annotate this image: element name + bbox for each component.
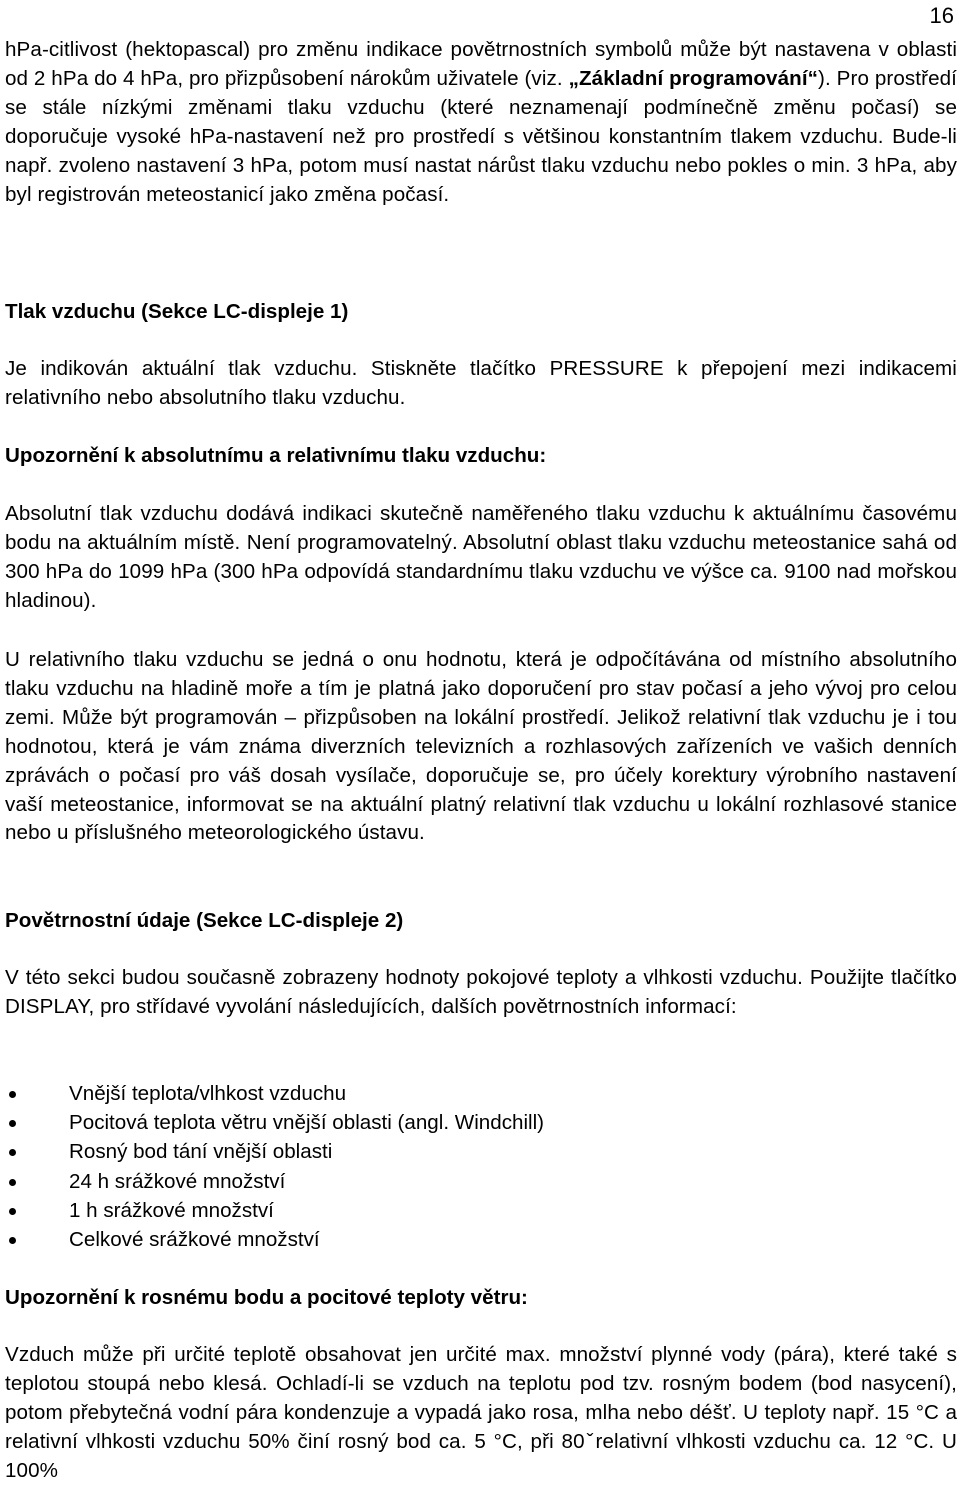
list-item: Vnější teplota/vlhkost vzduchu [5,1079,544,1108]
section-heading-air-pressure: Tlak vzduchu (Sekce LC-displeje 1) [5,300,349,323]
bullet-icon [9,1120,16,1127]
paragraph-absolute-pressure: Absolutní tlak vzduchu dodává indikaci skutečně naměřeného tlaku vzduchu k aktuálnímu časovému bodu na aktuálním místě. Není programovatelný. Absolutní oblast tlaku vzduchu meteostanice sahá od 300 hPa do 1099 hPa (300 hPa odpovídá standardnímu tlaku vzduchu ve výšce ca. 9100 nad mořskou hladinou). [5,502,957,612]
reference-basic-programming: „Základní programování“ [568,66,819,90]
paragraph-dewpoint: Vzduch může při určité teplotě obsahovat jen určité max. množství plynné vody (pára), které také s teplotou stoupá nebo klesá. Ochladí-li se vzduch na teplotu pod tzv. rosným bodem (bod nasycení), potom přebytečná vodní pára kondenzuje a vypadá jako rosa, mlha nebo déšť. U teploty např. 15 °C a relativní vlhkosti vzduchu 50% činí rosný bod ca. 5 °C, při 80ˇrelativní vlhkosti vzduchu ca. 12 °C. U 100% [5,1343,957,1482]
paragraph-air-pressure: Je indikován aktuální tlak vzduchu. Stiskněte tlačítko PRESSURE k přepojení mezi indikacemi relativního nebo absolutního tlaku vzduchu. [5,357,957,409]
section-heading-dewpoint-note: Upozornění k rosnému bodu a pocitové teploty větru: [5,1286,528,1309]
page-number: 16 [929,3,954,28]
list-item: Celkové srážkové množství [5,1225,544,1254]
bullet-icon [9,1149,16,1156]
paragraph-hpa-sensitivity [5,36,957,209]
weather-info-list [5,1079,544,1254]
list-item: 1 h srážkové množství [5,1196,544,1225]
list-item: Pocitová teplota větru vnější oblasti (angl. Windchill) [5,1108,544,1137]
paragraph-weather-data: V této sekci budou současně zobrazeny hodnoty pokojové teploty a vlhkosti vzduchu. Použijte tlačítko DISPLAY, pro střídavé vyvolání následujících, dalších povětrnostních informací: [5,966,957,1018]
bullet-icon [9,1208,16,1215]
bullet-icon [9,1091,16,1098]
section-heading-weather-data: Povětrnostní údaje (Sekce LC-displeje 2) [5,909,404,932]
paragraph-relative-pressure: U relativního tlaku vzduchu se jedná o onu hodnotu, která je odpočítávána od místního absolutního tlaku vzduchu na hladině moře a tím je platná jako doporučení pro stav počasí a jeho vývoj pro celou zemi. Může být programován – přizpůsoben na lokální prostředí. Jelikož relativní tlak vzduchu je i tou hodnotou, která je vám známa diverzních televizních a rozhlasových zařízeních ve vašich denních zprávách o počasí pro váš dosah vysílače, doporučuje se, pro účely korektury výrobního nastavení vaší meteostanice, informovat se na aktuální platný relativní tlak vzduchu u lokální rozhlasové stanice nebo u příslušného meteorologického ústavu. [5,648,957,845]
list-item: 24 h srážkové množství [5,1167,544,1196]
section-heading-pressure-note: Upozornění k absolutnímu a relativnímu tlaku vzduchu: [5,444,547,467]
bullet-icon [9,1237,16,1244]
bullet-icon [9,1179,16,1186]
paragraph-text: hPa-citlivost (hektopascal) pro změnu indikace povětrnostních symbolů může být nastavena v oblasti od 2 hPa do 4 hPa, pro přizpůsobení nárokům uživatele (viz. [5,38,957,90]
list-item: Rosný bod tání vnější oblasti [5,1137,544,1166]
paragraph-text: ). Pro prostředí se stále nízkými změnami tlaku vzduchu (které neznamenají podmínečně změnu počasí) se doporučuje vysoké hPa-nastavení než pro prostředí s většinou konstantním tlakem vzduchu. Bude-li např. zvoleno nastavení 3 hPa, potom musí nastat nárůst tlaku vzduchu nebo pokles o min. 3 hPa, aby byl registrován meteostanicí jako změna počasí. [5,66,957,206]
